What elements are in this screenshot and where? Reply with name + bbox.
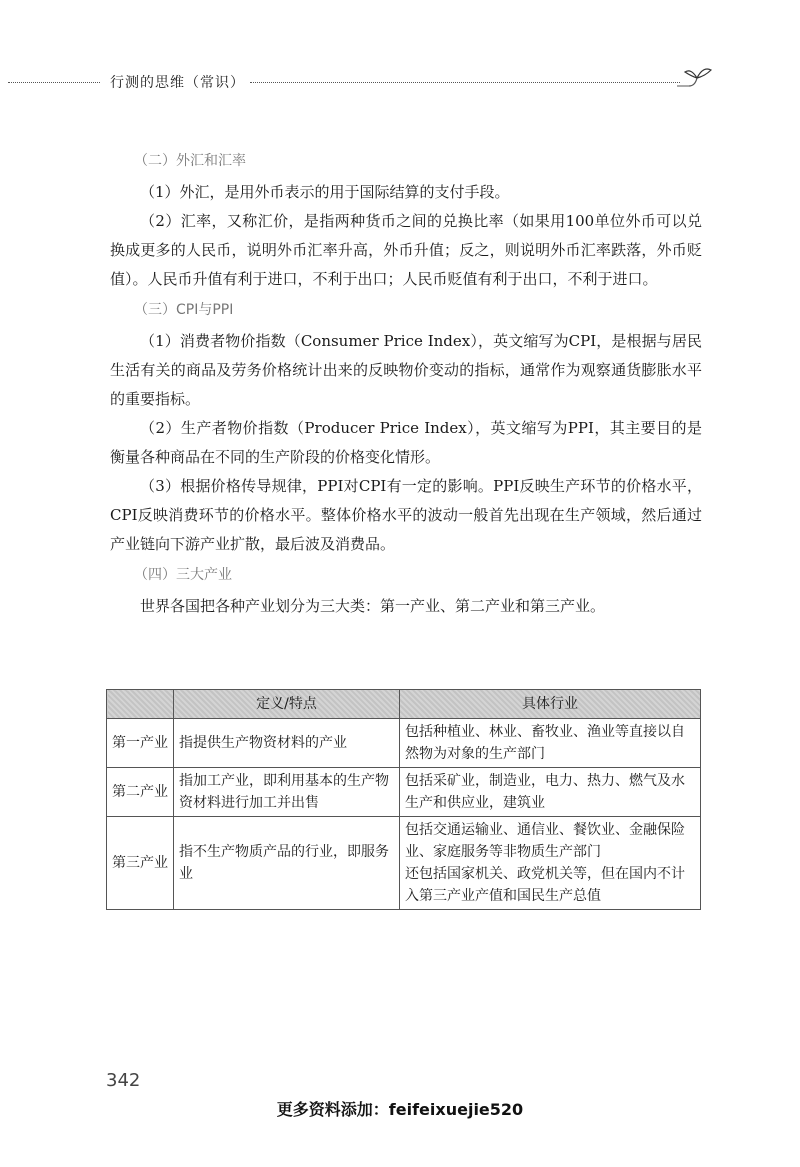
section-heading-industries: （四）三大产业 (134, 567, 232, 583)
industry-definition: 指加工产业，即利用基本的生产物资材料进行加工并出售 (174, 768, 400, 817)
page-number: 342 (106, 1070, 141, 1091)
industry-name: 第二产业 (107, 768, 174, 817)
table-header-industries: 具体行业 (400, 690, 701, 719)
industry-name: 第一产业 (107, 719, 174, 768)
paragraph-industries-intro: 世界各国把各种产业划分为三大类：第一产业、第二产业和第三产业。 (140, 597, 606, 615)
table-row (107, 719, 701, 768)
industry-definition: 指提供生产物资材料的产业 (174, 719, 400, 768)
table-row (107, 768, 701, 817)
sprout-icon (675, 62, 725, 98)
running-header (0, 68, 800, 108)
industry-examples-cell (400, 817, 701, 910)
table-header-row (107, 690, 701, 719)
table-header-blank (107, 690, 174, 719)
section-heading-forex: （二）外汇和汇率 (134, 153, 246, 169)
table-header-definition: 定义/特点 (174, 690, 400, 719)
paragraph-forex-definition: （1）外汇，是用外币表示的用于国际结算的支付手段。 (140, 183, 510, 201)
industry-examples: 包括种植业、林业、畜牧业、渔业等直接以自然物为对象的生产部门 (400, 719, 701, 768)
industries-table (106, 689, 701, 910)
main-content (110, 145, 702, 621)
paragraph-ppi: （2）生产者物价指数（Producer Price Index），英文缩写为PPI，其主要目的是衡量各种商品在不同的生产阶段的价格变化情形。 (110, 419, 702, 466)
industry-definition: 指不生产物质产品的行业，即服务业 (174, 817, 400, 910)
industry-examples-note: 还包括国家机关、政党机关等，但在国内不计入第三产业产值和国民生产总值 (405, 866, 685, 904)
paragraph-cpi: （1）消费者物价指数（Consumer Price Index），英文缩写为CPI，是根据与居民生活有关的商品及劳务价格统计出来的反映物价变动的指标，通常作为观察通货膨胀水平的重要指标。 (110, 332, 702, 408)
section-heading-cpi-ppi: （三）CPI与PPI (134, 302, 234, 318)
header-rule-left (8, 82, 100, 83)
paragraph-exchange-rate: （2）汇率，又称汇价，是指两种货币之间的兑换比率（如果用100单位外币可以兑换成更多的人民币，说明外币汇率升高，外币升值；反之，则说明外币汇率跌落，外币贬值）。人民币升值有利于进口，不利于出口；人民币贬值有利于出口，不利于进口。 (110, 212, 702, 288)
header-rule-right (250, 82, 680, 83)
industry-examples: 包括交通运输业、通信业、餐饮业、金融保险业、家庭服务等非物质生产部门 (405, 822, 685, 860)
industry-examples: 包括采矿业，制造业，电力、热力、燃气及水生产和供应业，建筑业 (400, 768, 701, 817)
header-title: 行测的思维（常识） (110, 75, 245, 91)
paragraph-price-transmission: （3）根据价格传导规律，PPI对CPI有一定的影响。PPI反映生产环节的价格水平，CPI反映消费环节的价格水平。整体价格水平的波动一般首先出现在生产领域，然后通过产业链向下游产业扩散，最后波及消费品。 (110, 477, 702, 553)
industry-name: 第三产业 (107, 817, 174, 910)
table-row (107, 817, 701, 910)
footer-note: 更多资料添加：feifeixuejie520 (276, 1100, 524, 1119)
